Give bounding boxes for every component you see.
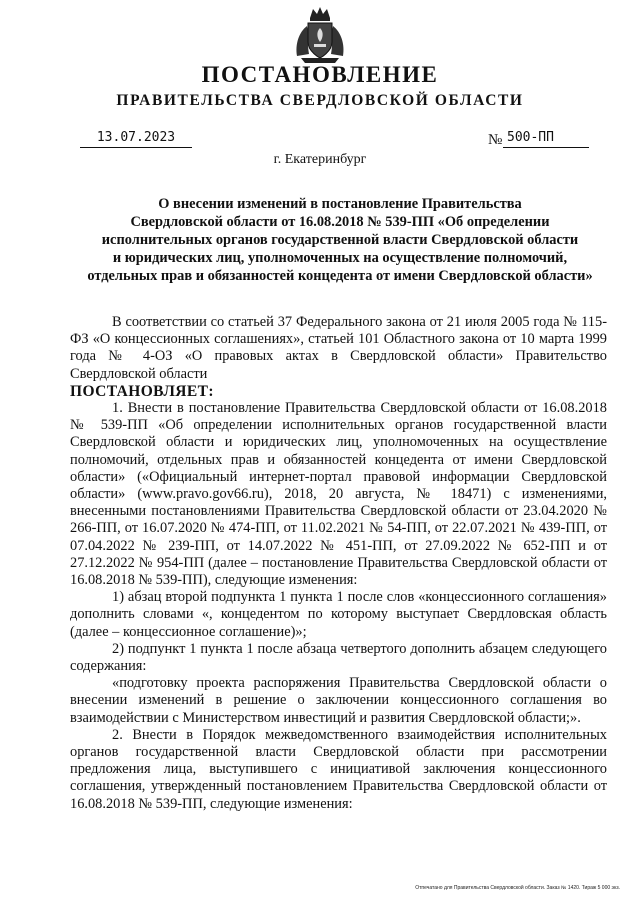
document-number: 500-ПП — [503, 130, 589, 148]
issuer-name: ПРАВИТЕЛЬСТВА СВЕРДЛОВСКОЙ ОБЛАСТИ — [116, 92, 524, 109]
print-footer: Отпечатано для Правительства Свердловской области. Заказ № 1420. Тираж 5 000 экз. — [415, 885, 620, 891]
heading-line: и юридических лиц, уполномоченных на осуществление полномочий, — [112, 250, 568, 266]
number-label: № — [488, 132, 503, 148]
paragraph-item-2: 2. Внести в Порядок межведомственного взаимодействия исполнительных органов государственной власти Свердловской области при рассмотрении предложения лица, выступившего с инициативой заключения концессионного соглашения, утвержденный постановлением Правительства Свердловской области от 16.08.2018 № 539-ПП, следующие изменения: — [70, 726, 607, 812]
heading-line: исполнительных органов государственной власти Свердловской области — [101, 232, 579, 248]
document-date: 13.07.2023 — [80, 130, 192, 148]
document-body — [70, 314, 607, 813]
paragraph-subitem-1: 1) абзац второй подпункта 1 пункта 1 после слов «концессионного соглашения» дополнить словами «, концедентом по которому выступает Свердловская область (далее – концессионное соглашение)»; — [70, 589, 607, 640]
heading-line: О внесении изменений в постановление Правительства — [158, 196, 522, 212]
city: г. Екатеринбург — [273, 152, 367, 167]
coat-of-arms-icon — [293, 6, 347, 64]
resolves-keyword: ПОСТАНОВЛЯЕТ: — [70, 382, 214, 400]
heading-line: отдельных прав и обязанностей концедента от имени Свердловской области» — [87, 268, 593, 284]
document-heading — [70, 195, 610, 285]
paragraph-item-1: 1. Внести в постановление Правительства Свердловской области от 16.08.2018 № 539-ПП «Об определении исполнительных органов государственной власти Свердловской области и юридических лиц, уполномоченных на осуществление полномочий, отдельных прав и обязанностей концедента от имени Свердловской области» («Официальный интернет-портал правовой информации Свердловской области» (www.pravo.gov66.ru), 2018, 20 августа, № 18471) с изменениями, внесенными постановлениями Правительства Свердловской области от 23.04.2020 № 266-ПП, от 16.07.2020 № 474-ПП, от 11.02.2021 № 54-ПП, от 22.07.2021 № 439-ПП, от 07.04.2022 № 239-ПП, от 14.07.2022 № 451-ПП, от 27.09.2022 № 652-ПП и от 27.12.2022 № 954-ПП (далее – постановление Правительства Свердловской области от 16.08.2018 № 539-ПП), следующие изменения: — [70, 400, 607, 589]
paragraph-quote: «подготовку проекта распоряжения Правительства Свердловской области о внесении изменений в решение о заключении концессионного соглашения во взаимодействии с Министерством инвестиций и развития Свердловской области;». — [70, 675, 607, 726]
paragraph-preamble: В соответствии со статьей 37 Федерального закона от 21 июля 2005 года № 115-ФЗ «О концессионных соглашениях», статьей 101 Областного закона от 10 марта 1999 года № 4-ОЗ «О правовых актах в Свердловской области» Правительство Свердловской области — [70, 314, 607, 382]
paragraph-subitem-2: 2) подпункт 1 пункта 1 после абзаца четвертого дополнить абзацем следующего содержания: — [70, 640, 607, 675]
heading-line: Свердловской области от 16.08.2018 № 539-ПП «Об определении — [130, 214, 550, 230]
document-title: ПОСТАНОВЛЕНИЕ — [201, 62, 439, 87]
